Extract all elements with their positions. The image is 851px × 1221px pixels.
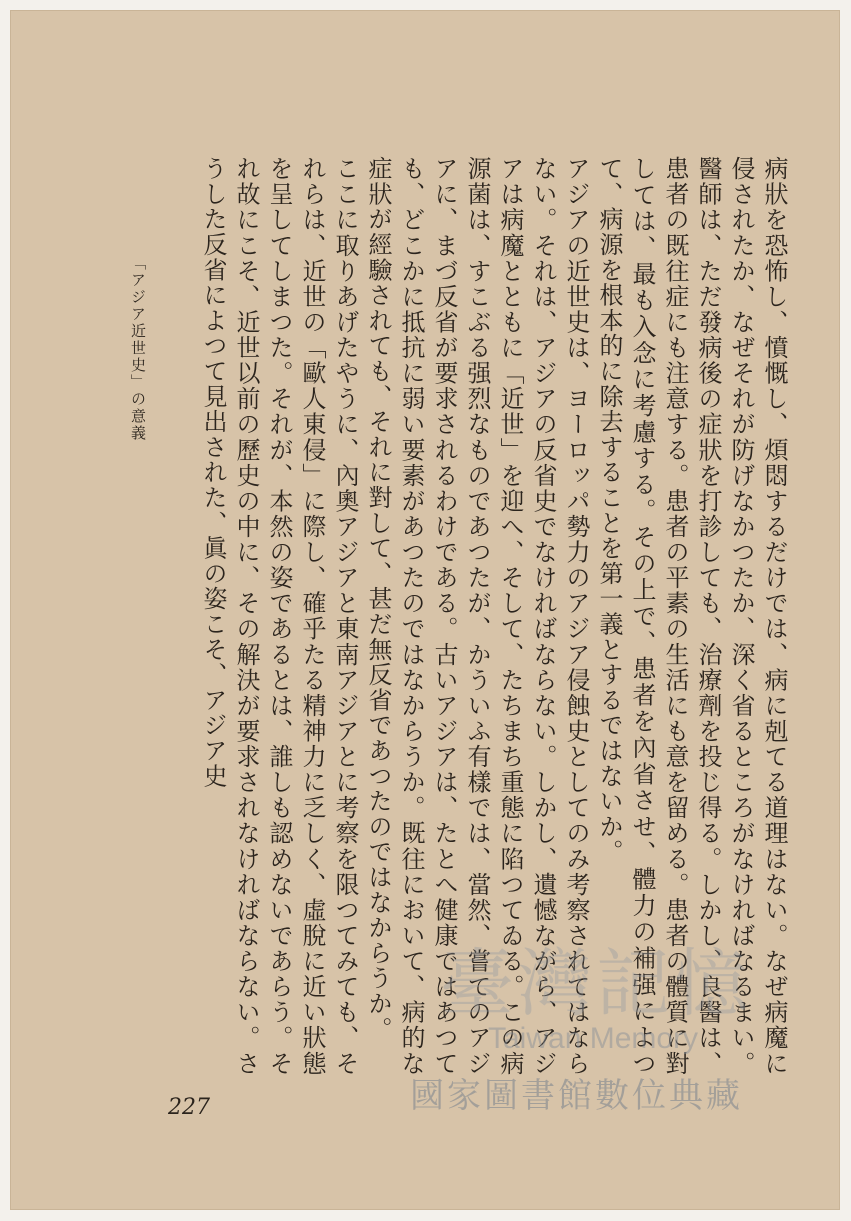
body-text [199, 156, 790, 1076]
paragraph-3: ここに取りあげたやうに、內奧アジアと東南アジアとに考察を限つてみても、それらは、近世の「歐人東侵」に際し、確乎たる精神力に乏しく、虛脫に近い狀態を呈してしまつた。それが、本然の姿であるとは、誰しも認めないであらう。それ故にこそ、近世以前の歷史の中に、その解決が要求されなければならない。さうした反省によつて見出された、眞の姿こそ、アジア史 [199, 156, 359, 1076]
page-number: 227 [168, 1095, 210, 1120]
watermark-english: Taiwan Memory [488, 1022, 699, 1055]
book-page [10, 10, 840, 1210]
watermark-chinese: 國家圖書館數位典藏 [410, 1076, 743, 1116]
running-header: 「アジア近世史」の意義 [129, 255, 147, 442]
paragraph-1: 病狀を恐怖し、憤慨し、煩悶するだけでは、病に剋てる道理はない。なぜ病魔に侵されたか、なぜそれが防げなかつたか、深く省るところがなければなるまい。醫師は、ただ發病後の症狀を打診しても、治療劑を投じ得る。しかし、良醫は、患者の既往症にも注意する。患者の平素の生活にも意を留める。患者の體質に對しては、最も入念に考慮する。その上で、患者を內省させ、體力の補强によつて、病源を根本的に除去することを第一義とするではないか。 [595, 156, 788, 1076]
watermark-stamp: 臺灣記憶 [440, 941, 752, 1027]
paragraph-2: アジアの近世史は、ヨーロッパ勢力のアジア侵蝕史としてのみ考察されてはならない。それは、アジアの反省史でなければならない。しかし、遺憾ながら、アジアは病魔とともに「近世」を迎へ、そして、たちまち重態に陷つてゐる。この病源菌は、すこぶる强烈なものであつたが、かういふ有樣では、當然、嘗てのアジアに、まづ反省が要求されるわけである。古いアジアは、たとへ健康ではあつても、どこかに抵抗に弱い要素があつたのではなからうか。既往において、病的な症狀が經驗されても、それに對して、甚だ無反省であつたのではなからうか。 [364, 156, 590, 1076]
